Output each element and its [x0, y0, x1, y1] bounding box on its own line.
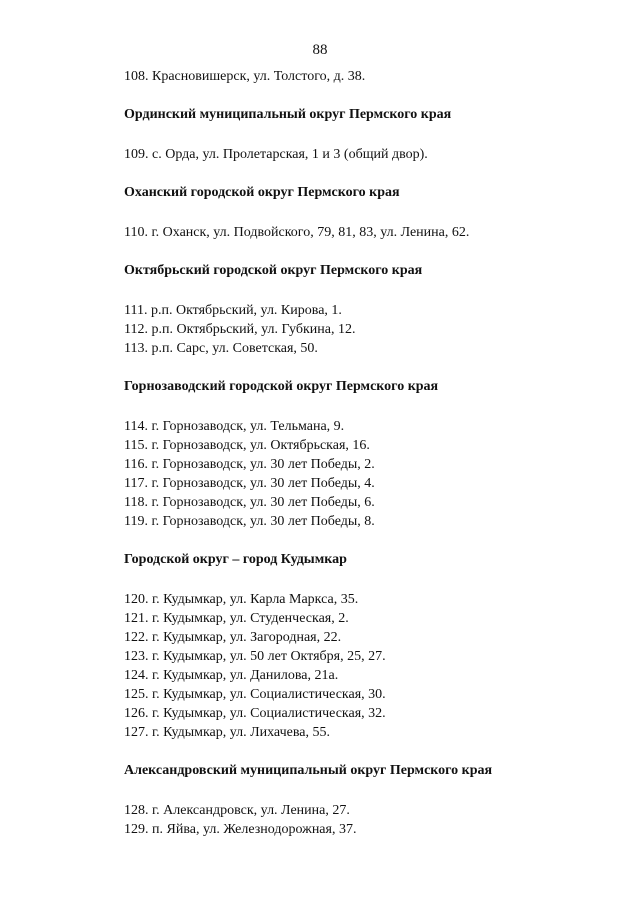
list-item: 124. г. Кудымкар, ул. Данилова, 21а.: [124, 668, 339, 683]
spacer: [124, 242, 614, 261]
list-item: 125. г. Кудымкар, ул. Социалистическая, 30.: [124, 687, 386, 702]
section-heading: Александровский муниципальный округ Пермского края: [124, 763, 493, 778]
list-item: 116. г. Горнозаводск, ул. 30 лет Победы, 2.: [124, 457, 375, 472]
list-item: 113. р.п. Сарс, ул. Советская, 50.: [124, 341, 318, 356]
spacer: [124, 86, 614, 105]
spacer: [124, 164, 614, 183]
section-heading: Городской округ – город Кудымкар: [124, 552, 347, 567]
list-item: 118. г. Горнозаводск, ул. 30 лет Победы, 6.: [124, 495, 375, 510]
list-item: 108. Красновишерск, ул. Толстого, д. 38.: [124, 69, 366, 84]
list-item: 115. г. Горнозаводск, ул. Октябрьская, 16.: [124, 438, 370, 453]
list-item: 127. г. Кудымкар, ул. Лихачева, 55.: [124, 725, 330, 740]
spacer: [124, 124, 614, 145]
page-number: 88: [312, 42, 328, 58]
spacer: [124, 358, 614, 377]
list-item: 126. г. Кудымкар, ул. Социалистическая, 32.: [124, 706, 386, 721]
spacer: [124, 280, 614, 301]
list-item: 129. п. Яйва, ул. Железнодорожная, 37.: [124, 822, 357, 837]
section-heading: Октябрьский городской округ Пермского края: [124, 263, 423, 278]
list-item: 111. р.п. Октябрьский, ул. Кирова, 1.: [124, 303, 342, 318]
spacer: [124, 742, 614, 761]
list-item: 121. г. Кудымкар, ул. Студенческая, 2.: [124, 611, 349, 626]
section-heading: Оханский городской округ Пермского края: [124, 185, 400, 200]
document-body: [124, 67, 614, 839]
list-item: 114. г. Горнозаводск, ул. Тельмана, 9.: [124, 419, 345, 434]
section-heading: Горнозаводский городской округ Пермского края: [124, 379, 439, 394]
list-item: 117. г. Горнозаводск, ул. 30 лет Победы, 4.: [124, 476, 375, 491]
list-item: 128. г. Александровск, ул. Ленина, 27.: [124, 803, 350, 818]
list-item: 109. с. Орда, ул. Пролетарская, 1 и 3 (общий двор).: [124, 147, 428, 162]
spacer: [124, 202, 614, 223]
list-item: 112. р.п. Октябрьский, ул. Губкина, 12.: [124, 322, 356, 337]
list-item: 123. г. Кудымкар, ул. 50 лет Октября, 25, 27.: [124, 649, 386, 664]
list-item: 119. г. Горнозаводск, ул. 30 лет Победы, 8.: [124, 514, 375, 529]
list-item: 110. г. Оханск, ул. Подвойского, 79, 81, 83, ул. Ленина, 62.: [124, 225, 470, 240]
list-item: 122. г. Кудымкар, ул. Загородная, 22.: [124, 630, 342, 645]
spacer: [124, 569, 614, 590]
spacer: [124, 396, 614, 417]
spacer: [124, 531, 614, 550]
list-item: 120. г. Кудымкар, ул. Карла Маркса, 35.: [124, 592, 359, 607]
spacer: [124, 780, 614, 801]
section-heading: Ординский муниципальный округ Пермского края: [124, 107, 452, 122]
